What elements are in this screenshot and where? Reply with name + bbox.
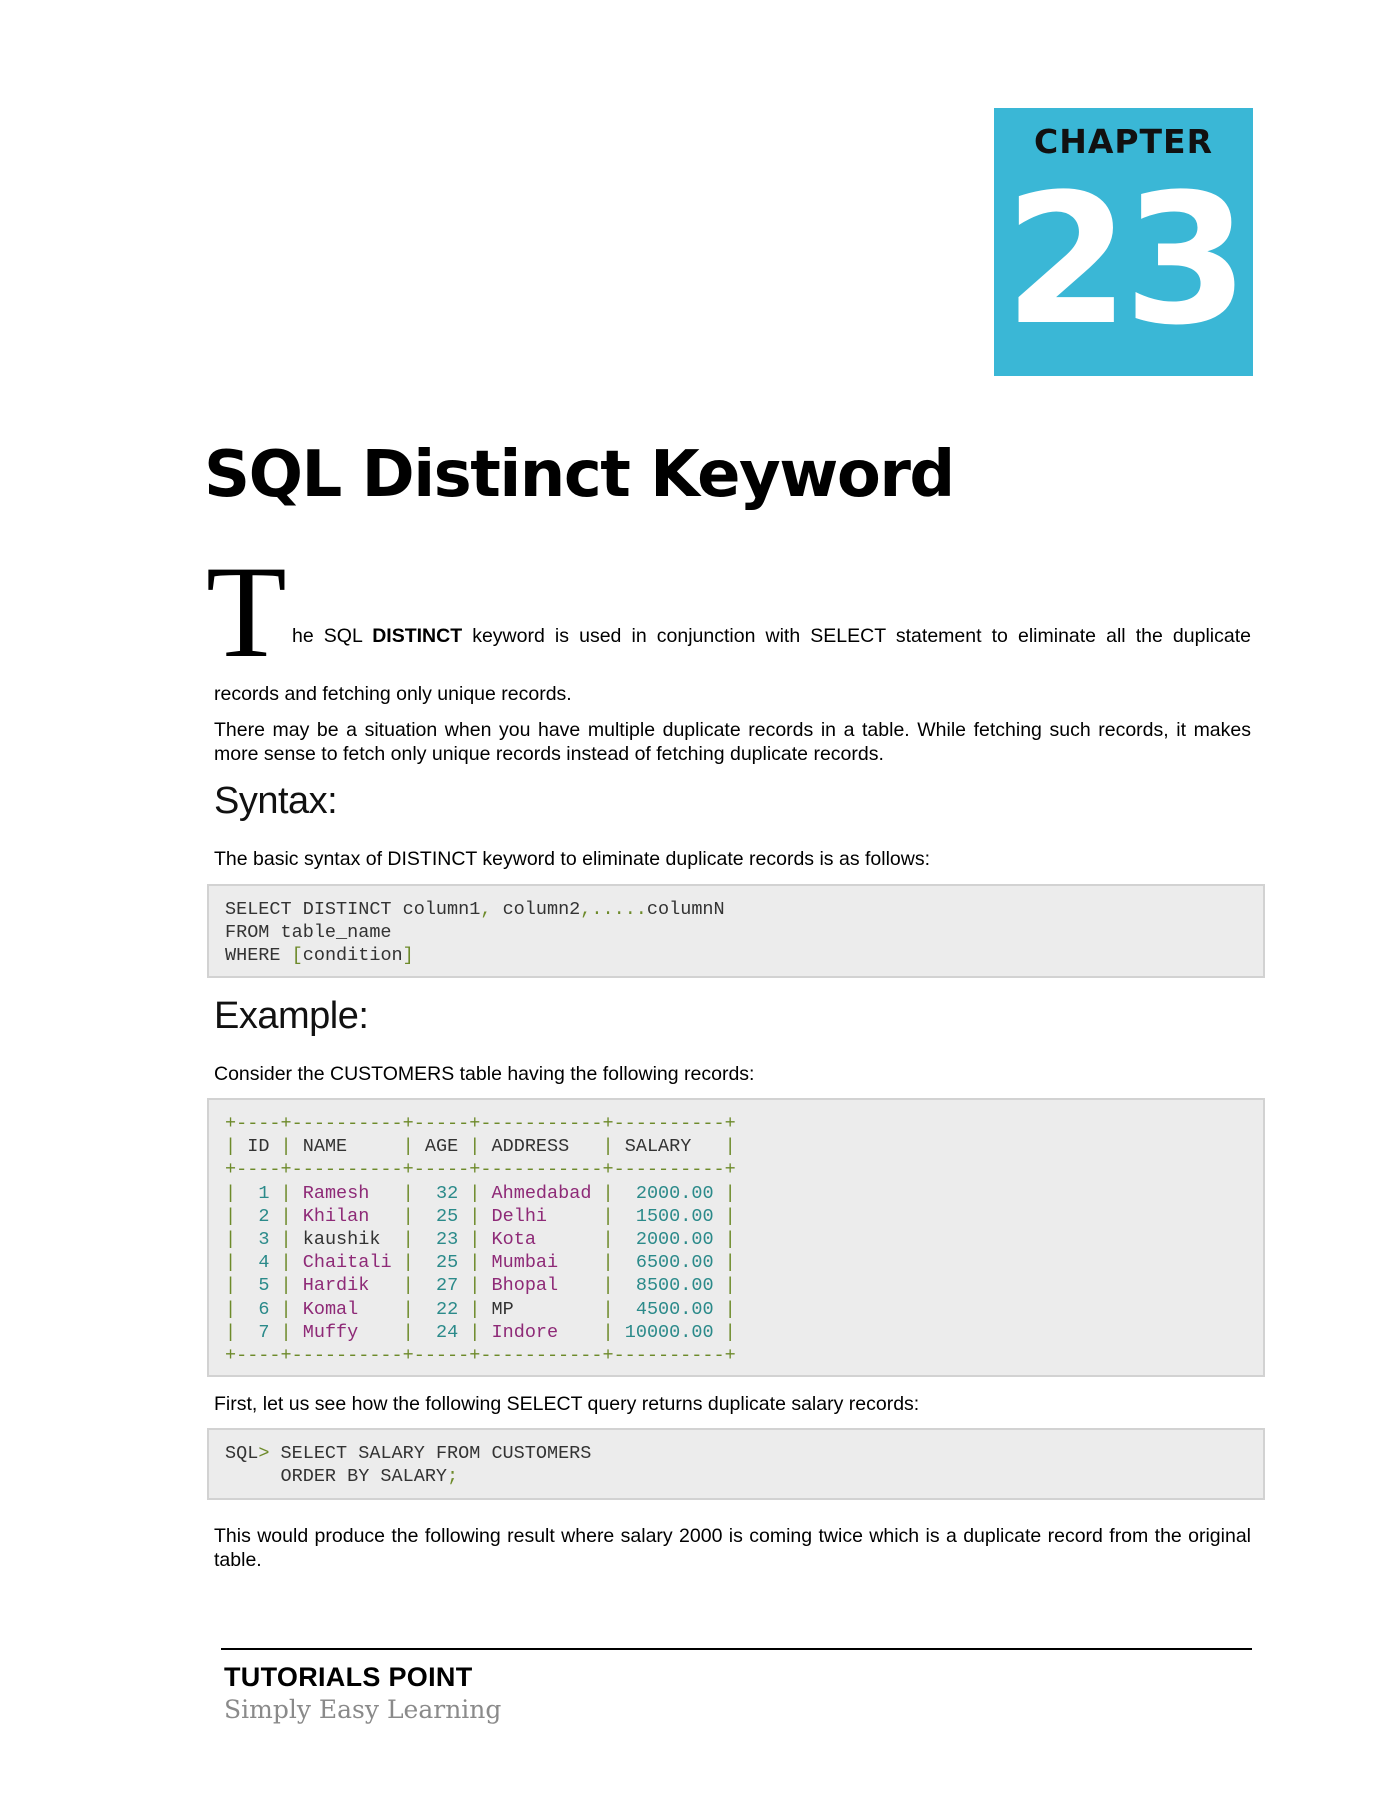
table-separator: |: [724, 1275, 736, 1297]
table-cell: Indore: [480, 1321, 603, 1343]
table-cell: Chaitali: [291, 1252, 403, 1274]
table-header-row: [225, 1136, 736, 1157]
table-separator: |: [469, 1229, 481, 1251]
table-border: +----+----------+-----+-----------+----------+: [225, 1113, 736, 1134]
table-separator: |: [602, 1275, 614, 1297]
table-cell: Muffy: [291, 1321, 403, 1343]
table-separator: |: [402, 1252, 414, 1274]
intro-line-2: records and fetching only unique records.: [214, 683, 572, 705]
table-border: +----+----------+-----+-----------+----------+: [225, 1345, 736, 1367]
table-separator: |: [280, 1182, 292, 1204]
table-separator: |: [469, 1298, 481, 1320]
footer-divider: [221, 1648, 1252, 1650]
table-row: [225, 1183, 736, 1204]
table-separator: |: [724, 1298, 736, 1320]
table-separator: |: [280, 1136, 292, 1158]
table-separator: |: [469, 1182, 481, 1204]
table-separator: |: [724, 1136, 736, 1158]
table-cell: kaushik: [291, 1229, 403, 1251]
table-cell: 10000.00: [613, 1321, 725, 1343]
table-separator: |: [402, 1136, 414, 1158]
syntax-heading: Syntax:: [214, 780, 338, 822]
page-title: SQL Distinct Keyword: [204, 438, 954, 512]
table-separator: |: [602, 1136, 614, 1158]
table-separator: |: [225, 1252, 237, 1274]
table-separator: |: [724, 1321, 736, 1343]
table-cell: Komal: [291, 1298, 403, 1320]
table-cell: 7: [236, 1321, 281, 1343]
table-separator: |: [724, 1229, 736, 1251]
table-header-cell: ADDRESS: [480, 1136, 603, 1158]
table-header-cell: SALARY: [613, 1136, 725, 1158]
table-separator: |: [280, 1275, 292, 1297]
table-separator: |: [402, 1275, 414, 1297]
table-separator: |: [280, 1229, 292, 1251]
table-cell: 2000.00: [613, 1182, 725, 1204]
syntax-code-block: SELECT DISTINCT column1, column2,.....columnN FROM table_name WHERE [condition]: [207, 884, 1265, 978]
table-separator: |: [469, 1136, 481, 1158]
table-header-cell: ID: [236, 1136, 281, 1158]
table-cell: 32: [413, 1182, 470, 1204]
table-separator: |: [402, 1298, 414, 1320]
table-row: [225, 1299, 736, 1320]
table-cell: Ramesh: [291, 1182, 403, 1204]
query-code-block: SQL> SELECT SALARY FROM CUSTOMERS ORDER BY SALARY;: [207, 1428, 1265, 1500]
chapter-number: 23: [1004, 156, 1243, 365]
table-row: [225, 1322, 736, 1343]
table-separator: |: [602, 1298, 614, 1320]
table-cell: 25: [413, 1252, 470, 1274]
table-row: [225, 1229, 736, 1250]
table-separator: |: [225, 1321, 237, 1343]
table-cell: 22: [413, 1298, 470, 1320]
table-cell: 3: [236, 1229, 281, 1251]
table-cell: 24: [413, 1321, 470, 1343]
table-header-cell: NAME: [291, 1136, 403, 1158]
table-separator: |: [602, 1321, 614, 1343]
table-separator: |: [225, 1229, 237, 1251]
table-separator: |: [469, 1321, 481, 1343]
table-cell: 23: [413, 1229, 470, 1251]
table-cell: 4: [236, 1252, 281, 1274]
table-cell: Delhi: [480, 1205, 603, 1227]
footer-tagline: Simply Easy Learning: [224, 1695, 502, 1724]
table-cell: Hardik: [291, 1275, 403, 1297]
distinct-keyword: DISTINCT: [372, 625, 463, 647]
example-text: Consider the CUSTOMERS table having the following records:: [214, 1063, 755, 1085]
table-separator: |: [724, 1182, 736, 1204]
table-separator: |: [280, 1298, 292, 1320]
table-row: [225, 1252, 736, 1273]
customers-table-block: [207, 1098, 1265, 1377]
table-cell: 25: [413, 1205, 470, 1227]
table-cell: 6: [236, 1298, 281, 1320]
chapter-badge: [994, 108, 1253, 376]
table-header-cell: AGE: [413, 1136, 470, 1158]
table-separator: |: [469, 1205, 481, 1227]
table-separator: |: [402, 1321, 414, 1343]
table-cell: Mumbai: [480, 1252, 603, 1274]
table-cell: 27: [413, 1275, 470, 1297]
table-separator: |: [280, 1205, 292, 1227]
table-separator: |: [225, 1136, 237, 1158]
table-separator: |: [602, 1205, 614, 1227]
query-text: First, let us see how the following SELECT query returns duplicate salary records:: [214, 1393, 920, 1415]
table-separator: |: [402, 1229, 414, 1251]
table-cell: 1: [236, 1182, 281, 1204]
table-cell: 2000.00: [613, 1229, 725, 1251]
table-cell: 5: [236, 1275, 281, 1297]
intro-paragraph: There may be a situation when you have multiple duplicate records in a table. While fetching such records, it makes more sense to fetch only unique records instead of fetching duplicate records.: [214, 719, 1251, 765]
table-separator: |: [280, 1321, 292, 1343]
table-cell: Kota: [480, 1229, 603, 1251]
table-separator: |: [225, 1205, 237, 1227]
table-border: +----+----------+-----+-----------+----------+: [225, 1159, 736, 1181]
table-row: [225, 1275, 736, 1296]
intro-line-1: he SQL DISTINCT keyword is used in conjunction with SELECT statement to eliminate all the duplicate: [292, 625, 1251, 647]
table-cell: Bhopal: [480, 1275, 603, 1297]
table-separator: |: [280, 1252, 292, 1274]
footer-brand: TUTORIALS POINT: [224, 1662, 473, 1692]
drop-cap: T: [206, 538, 287, 685]
table-row: [225, 1206, 736, 1227]
example-heading: Example:: [214, 995, 369, 1037]
table-cell: 2: [236, 1205, 281, 1227]
table-separator: |: [602, 1229, 614, 1251]
table-cell: 8500.00: [613, 1275, 725, 1297]
table-separator: |: [225, 1182, 237, 1204]
table-cell: MP: [480, 1298, 603, 1320]
table-separator: |: [724, 1205, 736, 1227]
chapter-label: CHAPTER: [1033, 122, 1214, 161]
table-separator: |: [469, 1252, 481, 1274]
result-text: This would produce the following result where salary 2000 is coming twice which is a duplicate record from the original table.: [214, 1525, 1251, 1571]
table-separator: |: [225, 1275, 237, 1297]
table-separator: |: [602, 1252, 614, 1274]
table-cell: 4500.00: [613, 1298, 725, 1320]
table-separator: |: [402, 1182, 414, 1204]
table-separator: |: [724, 1252, 736, 1274]
table-cell: 6500.00: [613, 1252, 725, 1274]
table-separator: |: [602, 1182, 614, 1204]
table-separator: |: [225, 1298, 237, 1320]
syntax-text: The basic syntax of DISTINCT keyword to eliminate duplicate records is as follows:: [214, 848, 931, 870]
table-separator: |: [469, 1275, 481, 1297]
table-cell: 1500.00: [613, 1205, 725, 1227]
table-cell: Ahmedabad: [480, 1182, 603, 1204]
table-separator: |: [402, 1205, 414, 1227]
table-cell: Khilan: [291, 1205, 403, 1227]
